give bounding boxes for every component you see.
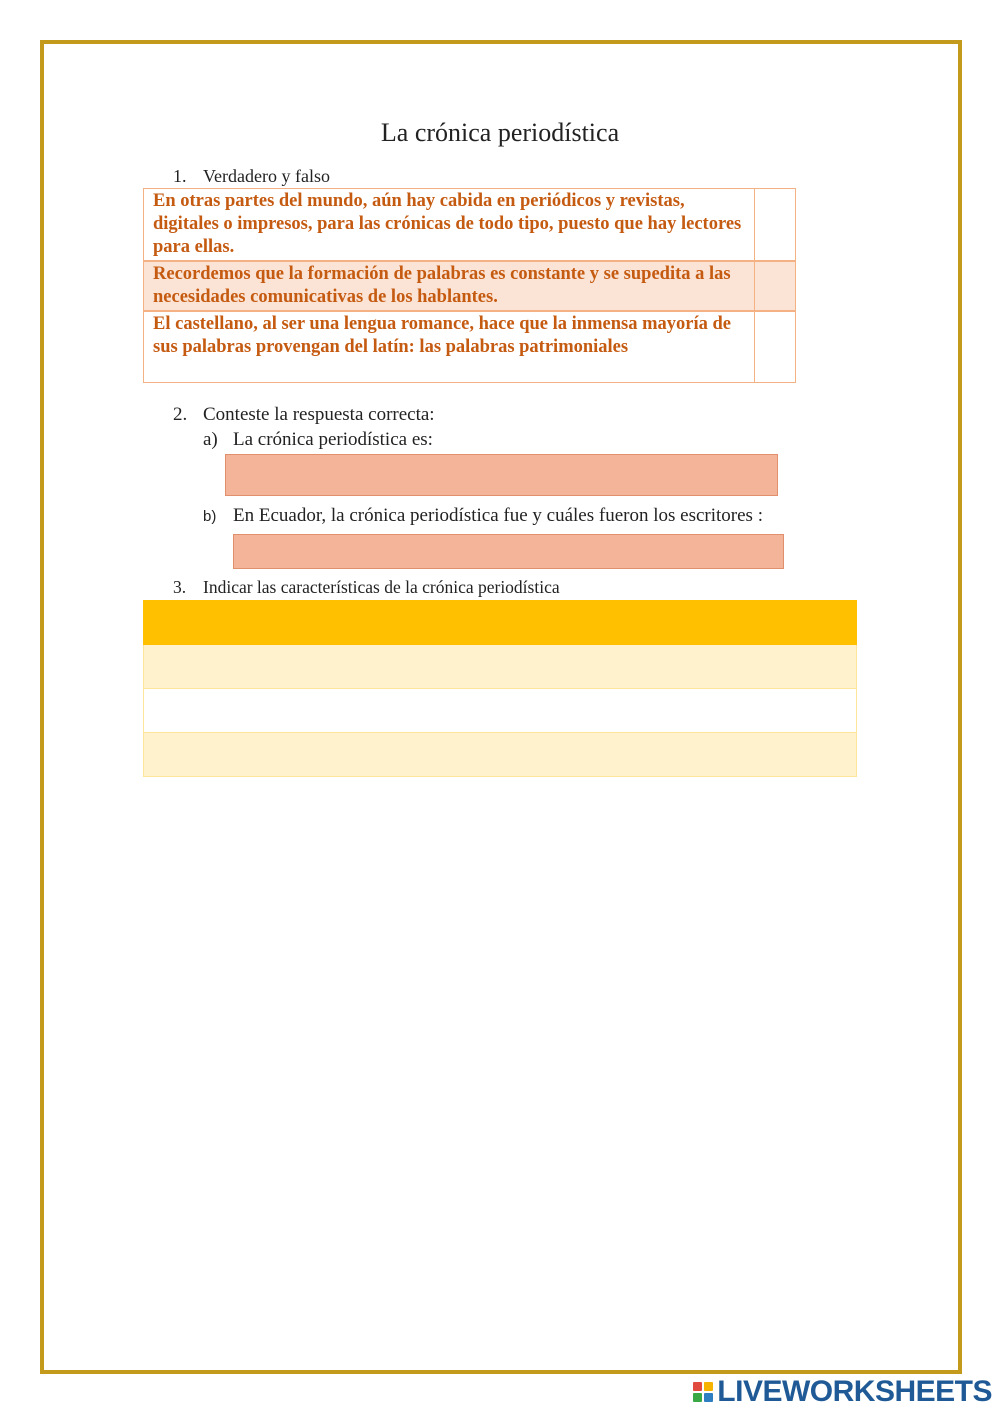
table-row [144, 261, 796, 311]
answer-input-2b[interactable] [233, 534, 784, 569]
answer-cell-2[interactable] [755, 261, 796, 311]
brand-name: LIVEWORKSHEETS [717, 1375, 992, 1408]
table-row [144, 689, 857, 733]
table-row [144, 189, 796, 262]
question-2-heading [173, 404, 435, 426]
answer-input-2a[interactable] [225, 454, 778, 496]
liveworksheets-logo[interactable] [693, 1377, 992, 1407]
characteristic-cell-3[interactable] [144, 733, 857, 777]
question-2b-letter: b) [203, 508, 217, 525]
characteristic-cell-1[interactable] [144, 645, 857, 689]
question-1-number: 1. [173, 166, 187, 186]
table-row [144, 645, 857, 689]
answer-cell-1[interactable] [755, 189, 796, 262]
question-1-heading [173, 166, 330, 187]
table-header-cell [144, 601, 857, 645]
table-row [144, 311, 796, 382]
liveworksheets-logo-icon [693, 1382, 713, 1402]
page-title: La crónica periodística [380, 118, 620, 147]
question-3-number: 3. [173, 577, 187, 597]
question-2a-letter: a) [203, 429, 218, 450]
question-1-label: Verdadero y falso [203, 166, 330, 186]
statement-3: El castellano, al ser una lengua romance, hace que la inmensa mayoría de sus palabras provengan del latín: las palabras patrimoniales [144, 311, 755, 382]
question-2a-text: La crónica periodística es: [233, 429, 433, 450]
statement-1: En otras partes del mundo, aún hay cabida en periódicos y revistas, digitales o impresos, para las crónicas de todo tipo, puesto que hay lectores para ellas. [144, 189, 755, 262]
question-2-number: 2. [173, 404, 188, 425]
characteristics-table [143, 600, 857, 777]
question-2-label: Conteste la respuesta correcta: [203, 404, 435, 425]
question-3-heading [173, 577, 560, 598]
true-false-table [143, 188, 796, 383]
answer-cell-3[interactable] [755, 311, 796, 382]
statement-2: Recordemos que la formación de palabras es constante y se supedita a las necesidades comunicativas de los hablantes. [144, 261, 755, 311]
table-row [144, 733, 857, 777]
question-3-label: Indicar las características de la crónica periodística [203, 577, 560, 597]
question-2b-text: En Ecuador, la crónica periodística fue y cuáles fueron los escritores : [233, 505, 763, 526]
question-2a-heading [203, 429, 433, 451]
table-header-row [144, 601, 857, 645]
question-2b-heading [203, 505, 763, 527]
characteristic-cell-2[interactable] [144, 689, 857, 733]
